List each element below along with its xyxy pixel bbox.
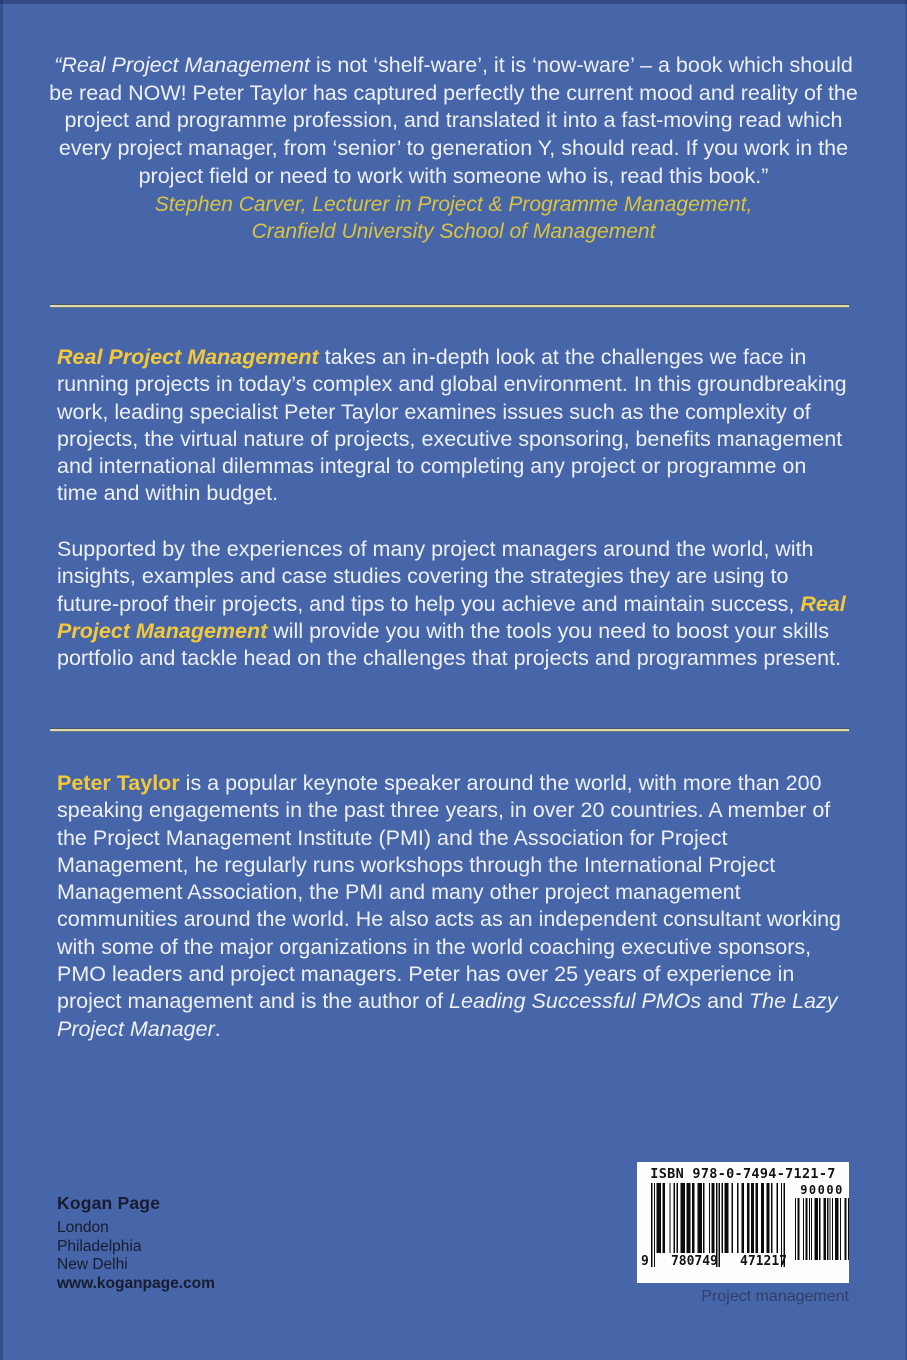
ean13-barcode [641, 1183, 787, 1281]
text-segment: Real Project Management [57, 345, 319, 369]
cover-edge-shadow-top [0, 0, 907, 4]
text-segment: and [701, 989, 750, 1014]
endorsement-quote [45, 52, 862, 191]
text-segment: Peter Taylor [57, 771, 180, 795]
category-label: Project management [701, 1288, 849, 1305]
text-segment: Supported by the experiences of many project managers around the world, with insights, examples and case studies covering the strategies they are using to future-proof their projects, and tips to help you achieve and maintain success, [57, 537, 814, 616]
ean13-digits-left: 780749 [670, 1254, 718, 1269]
endorsement-section [45, 52, 862, 246]
ean5-bars-graphic [795, 1198, 849, 1260]
isbn-label: ISBN 978-0-7494-7121-7 [650, 1166, 836, 1182]
ean13-digits [641, 1254, 787, 1269]
author-bio [57, 770, 852, 1043]
text-segment: . [214, 1016, 221, 1041]
publisher-city-london: London [57, 1219, 109, 1236]
ean13-digit-lead: 9 [641, 1254, 649, 1269]
text-segment: Real Project Management [57, 591, 846, 643]
ean5-supplement-barcode [795, 1183, 849, 1281]
quote-attribution-name: Stephen Carver, Lecturer in Project & Programme Management, [154, 192, 753, 216]
publisher-block [57, 1193, 215, 1293]
publisher-city-newdelhi: New Delhi [57, 1256, 128, 1274]
quote-attribution-institution: Cranfield University School of Management [251, 220, 656, 244]
text-segment: Leading Successful PMOs [449, 989, 702, 1014]
isbn-barcode-panel [637, 1162, 849, 1283]
text-segment: is not ‘shelf-ware’, it is ‘now-ware’ – a book which should be read NOW! Peter Taylor has captured perfectly the current mood and reality of the project and programme profession, and translated it into a fast-moving read which every project manager, from ‘senior’ to generation Y, should read. If you work in the project field or need to work with someone who is, read this book.” [49, 53, 858, 188]
divider-top [50, 304, 849, 308]
barcode-bars-row [637, 1183, 849, 1281]
text-segment: “Real Project Management [54, 53, 310, 77]
cover-edge-shadow-left [0, 0, 3, 1360]
publisher-website: www.koganpage.com [57, 1274, 215, 1292]
text-segment: The Lazy Project Manager [57, 989, 838, 1041]
text-segment: takes an in-depth look at the challenges we face in running projects in today’s complex and global environment. In this groundbreaking work, leading specialist Peter Taylor examines issues such as the complexity of projects, the virtual nature of projects, executive sponsoring, benefits management and international dilemmas integral to completing any project or programme on time and within budget. [57, 345, 847, 506]
synopsis-paragraph-2 [57, 536, 852, 672]
text-segment: is a popular keynote speaker around the world, with more than 200 speaking engagements in the past three years, in over 20 countries. A member of the Project Management Institute (PMI) and the Association for Project Management, he regularly runs workshops through the International Project Management Association, the PMI and many other project management communities around the world. He also acts as an independent consultant working with some of the major organizations in the world coaching executive sponsors, PMO leaders and project managers. Peter has over 25 years of experience in project management and is the author of [57, 771, 842, 1014]
synopsis-paragraph-1 [57, 344, 852, 508]
price-code: 90000 [800, 1183, 844, 1197]
text-segment: will provide you with the tools you need to boost your skills portfolio and tackle head on the challenges that projects and programmes present. [57, 618, 842, 671]
divider-bottom [50, 728, 849, 732]
publisher-city-philadelphia: Philadelphia [57, 1237, 142, 1255]
publisher-logo: Kogan Page [57, 1193, 161, 1213]
ean13-digits-right: 471217 [740, 1254, 787, 1269]
